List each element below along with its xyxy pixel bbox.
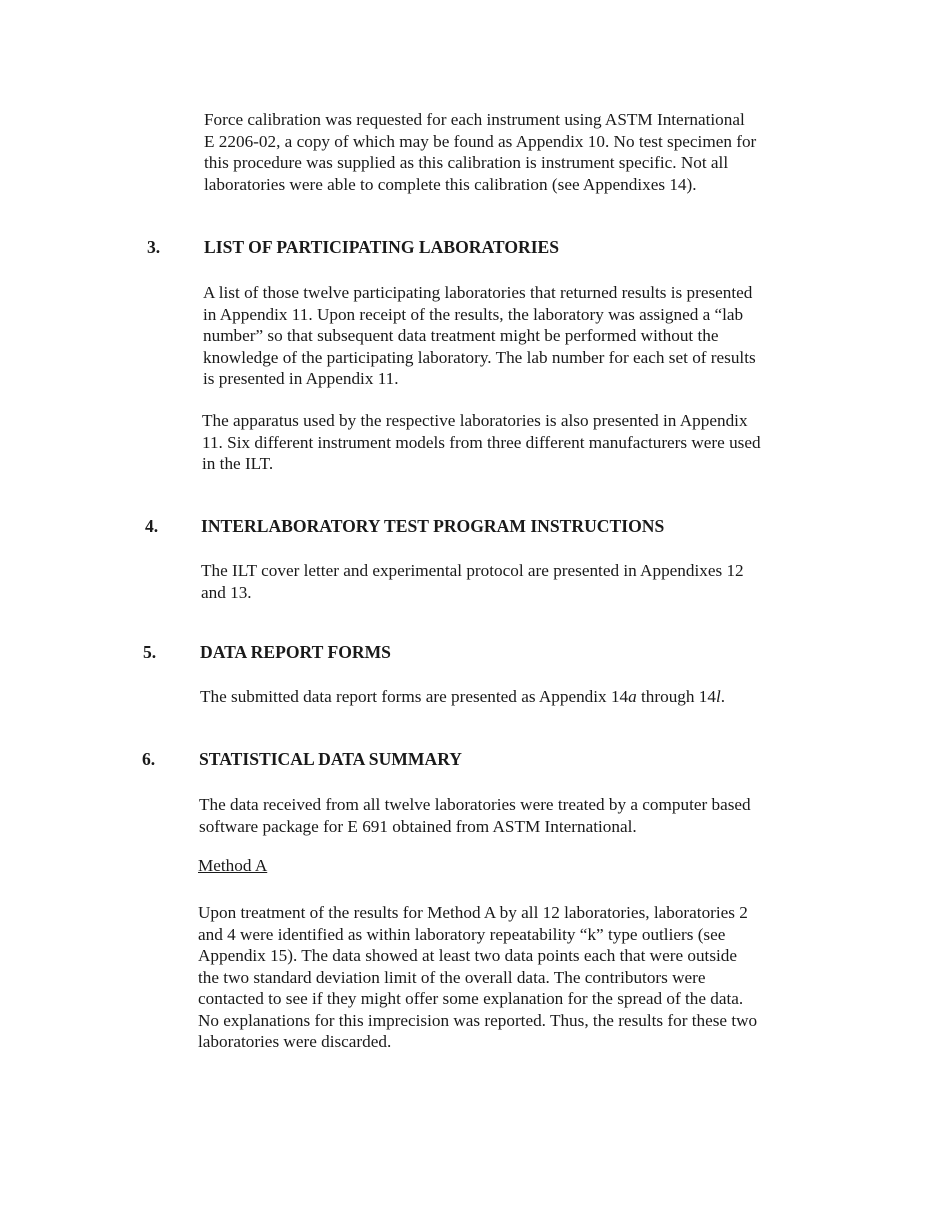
- section-3-heading: LIST OF PARTICIPATING LABORATORIES: [204, 237, 560, 257]
- section-5-text-italic-a: a: [628, 687, 637, 706]
- section-5-text-italic-l: l: [715, 687, 721, 706]
- section-5-text-prefix: The submitted data report forms are presented as Appendix 14: [200, 687, 629, 706]
- section-4-number: 4.: [145, 516, 159, 536]
- section-3-paragraph-1: A list of those twelve participating laboratories that returned results is presented in Appendix 11. Upon receipt of the results, the laboratory was assigned a “lab number” so that subsequent data treatment might be performed without the knowledge of the participating laboratory. The lab number for each set of results is presented in Appendix 11.: [203, 283, 756, 388]
- method-a-paragraph: Upon treatment of the results for Method A by all 12 laboratories, laboratories 2 and 4 were identified as within laboratory repeatability “k” type outliers (see Appendix 15). The data showed at least two data points each that were outside the two standard deviation limit of the overall data. The contributors were contacted to see if they might offer some explanation for the spread of the data. No explanations for this imprecision was reported. Thus, the results for these two laboratories were discarded.: [198, 903, 758, 1051]
- force-calibration-paragraph: Force calibration was requested for each instrument using ASTM International E 2206-02, a copy of which may be found as Appendix 10. No test specimen for this procedure was supplied as this calibration is instrument specific. Not all laboratories were able to complete this calibration (see Appendixes 14).: [204, 110, 757, 194]
- section-5-number: 5.: [143, 642, 157, 662]
- section-3-number: 3.: [147, 237, 161, 257]
- section-5-text-suffix: .: [720, 687, 726, 706]
- section-6-paragraph: The data received from all twelve laboratories were treated by a computer based software package for E 691 obtained from ASTM International.: [199, 795, 751, 836]
- section-4-heading: INTERLABORATORY TEST PROGRAM INSTRUCTIONS: [201, 516, 665, 536]
- section-4-paragraph: The ILT cover letter and experimental protocol are presented in Appendixes 12 and 13.: [201, 561, 744, 602]
- section-5-paragraph: [200, 686, 725, 708]
- section-5-text-middle: through 14: [636, 687, 716, 706]
- section-5-heading: DATA REPORT FORMS: [200, 642, 391, 662]
- section-3-paragraph-2: The apparatus used by the respective laboratories is also presented in Appendix 11. Six different instrument models from three different manufacturers were used in the ILT.: [202, 411, 761, 473]
- method-a-subheading: Method A: [198, 856, 268, 875]
- section-6-number: 6.: [142, 749, 156, 769]
- section-6-heading: STATISTICAL DATA SUMMARY: [199, 749, 463, 769]
